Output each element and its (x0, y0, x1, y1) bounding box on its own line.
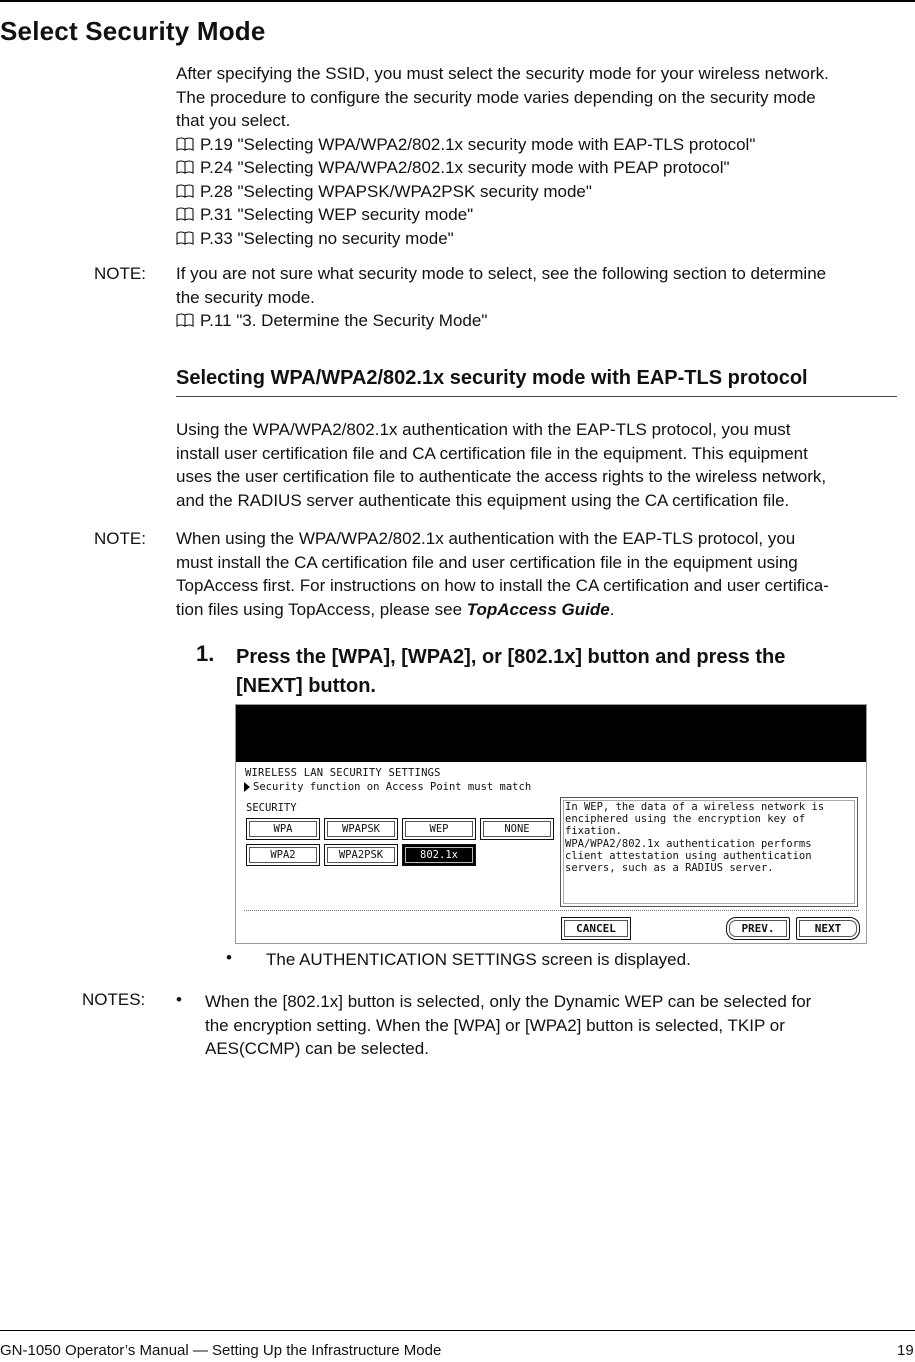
step-line: Press the [WPA], [WPA2], or [802.1x] button and press the (236, 646, 786, 668)
security-info-box (560, 797, 858, 907)
step-instruction (236, 643, 886, 701)
note-label: NOTE: (94, 264, 146, 283)
note-line-text: tion files using TopAccess, please see (176, 599, 467, 619)
section-line: Using the WPA/WPA2/802.1x authentication with the EAP-TLS protocol, you must (176, 420, 791, 439)
note-line: If you are not sure what security mode to select, see the following section to determine (176, 264, 827, 283)
screen-divider (244, 910, 859, 911)
security-info-text: In WEP, the data of a wireless network is enciphered using the encryption key of fixation. WPA/WPA2/802.1x authentication performs client attestation using authentication servers, such as a RADIUS server. (565, 801, 825, 875)
page-title: Select Security Mode (0, 16, 266, 46)
cross-reference-text: P.33 "Selecting no security mode" (200, 228, 454, 248)
section-paragraph (176, 418, 898, 512)
cross-reference-text: P.11 "3. Determine the Security Mode" (200, 311, 488, 330)
cross-reference-link[interactable] (176, 309, 898, 333)
cross-reference-link[interactable] (176, 227, 898, 251)
top-rule (0, 0, 915, 2)
section-line: install user certification file and CA certification file in the equipment. This equipment (176, 443, 808, 463)
cross-reference-text: P.28 "Selecting WPAPSK/WPA2PSK security mode" (200, 181, 592, 201)
wpa-button[interactable]: WPA (246, 818, 320, 840)
security-group-label: SECURITY (246, 802, 297, 814)
section-heading: Selecting WPA/WPA2/802.1x security mode with EAP-TLS protocol (176, 367, 897, 397)
footer-rule (0, 1330, 915, 1331)
page-number: 19 (897, 1342, 914, 1359)
next-button[interactable]: NEXT (796, 917, 860, 940)
cross-reference-link[interactable] (176, 133, 898, 157)
notes-label: NOTES: (82, 990, 146, 1009)
section-line: uses the user certification file to authenticate the access rights to the wireless network, (176, 467, 827, 486)
cross-reference-text: P.24 "Selecting WPA/WPA2/802.1x security mode with PEAP protocol" (200, 158, 730, 177)
cross-reference-link[interactable] (176, 156, 898, 180)
wpapsk-button[interactable]: WPAPSK (324, 818, 398, 840)
note-line (176, 598, 898, 622)
note-line: must install the CA certification file and user certification file in the equipment using (176, 552, 798, 572)
notes-line: AES(CCMP) can be selected. (205, 1039, 429, 1058)
intro-line: After specifying the SSID, you must select the security mode for your wireless network. (176, 64, 829, 83)
note-line: the security mode. (176, 287, 315, 307)
prev-button[interactable]: PREV. (726, 917, 790, 940)
guide-reference: TopAccess Guide (466, 599, 610, 619)
screen-header-bar (236, 705, 866, 762)
cross-reference-link[interactable] (176, 180, 898, 204)
note-line: When using the WPA/WPA2/802.1x authentication with the EAP-TLS protocol, you (176, 529, 796, 548)
device-screen (235, 704, 867, 944)
book-icon (176, 160, 194, 174)
notes-text (205, 990, 895, 1061)
notes-line: When the [802.1x] button is selected, only the Dynamic WEP can be selected for (205, 992, 812, 1011)
book-icon (176, 207, 194, 221)
result-bullet-text: The AUTHENTICATION SETTINGS screen is displayed. (266, 950, 691, 969)
footer-title: GN-1050 Operator’s Manual — Setting Up the Infrastructure Mode (0, 1342, 442, 1359)
note-label: NOTE: (94, 529, 146, 548)
bullet-marker: • (226, 948, 232, 967)
cross-reference-text: P.19 "Selecting WPA/WPA2/802.1x security mode with EAP-TLS protocol" (200, 134, 756, 154)
intro-line: The procedure to configure the security mode varies depending on the security mode (176, 87, 816, 107)
note-line-end: . (609, 599, 615, 619)
note-line: TopAccess first. For instructions on how to install the CA certification and user certifica- (176, 576, 829, 595)
cross-reference-link[interactable] (176, 203, 898, 227)
8021x-button[interactable]: 802.1x (402, 844, 476, 866)
triangle-right-icon (244, 782, 250, 792)
book-icon (176, 313, 194, 327)
screen-subtitle: Security function on Access Point must match (253, 781, 532, 793)
intro-paragraph (176, 62, 898, 250)
note-text (176, 262, 898, 333)
cross-reference-text: P.31 "Selecting WEP security mode" (200, 205, 474, 224)
book-icon (176, 137, 194, 151)
step-line: [NEXT] button. (236, 675, 376, 697)
step-number: 1. (196, 641, 215, 666)
section-line: and the RADIUS server authenticate this equipment using the CA certification file. (176, 490, 790, 510)
cancel-button[interactable]: CANCEL (561, 917, 631, 940)
wpa2-button[interactable]: WPA2 (246, 844, 320, 866)
wpa2psk-button[interactable]: WPA2PSK (324, 844, 398, 866)
book-icon (176, 231, 194, 245)
book-icon (176, 184, 194, 198)
bullet-marker: • (176, 990, 182, 1009)
wep-button[interactable]: WEP (402, 818, 476, 840)
intro-line: that you select. (176, 111, 291, 130)
notes-line: the encryption setting. When the [WPA] or [WPA2] button is selected, TKIP or (205, 1015, 785, 1035)
none-button[interactable]: NONE (480, 818, 554, 840)
note-text (176, 527, 898, 621)
screen-title: WIRELESS LAN SECURITY SETTINGS (245, 767, 441, 779)
